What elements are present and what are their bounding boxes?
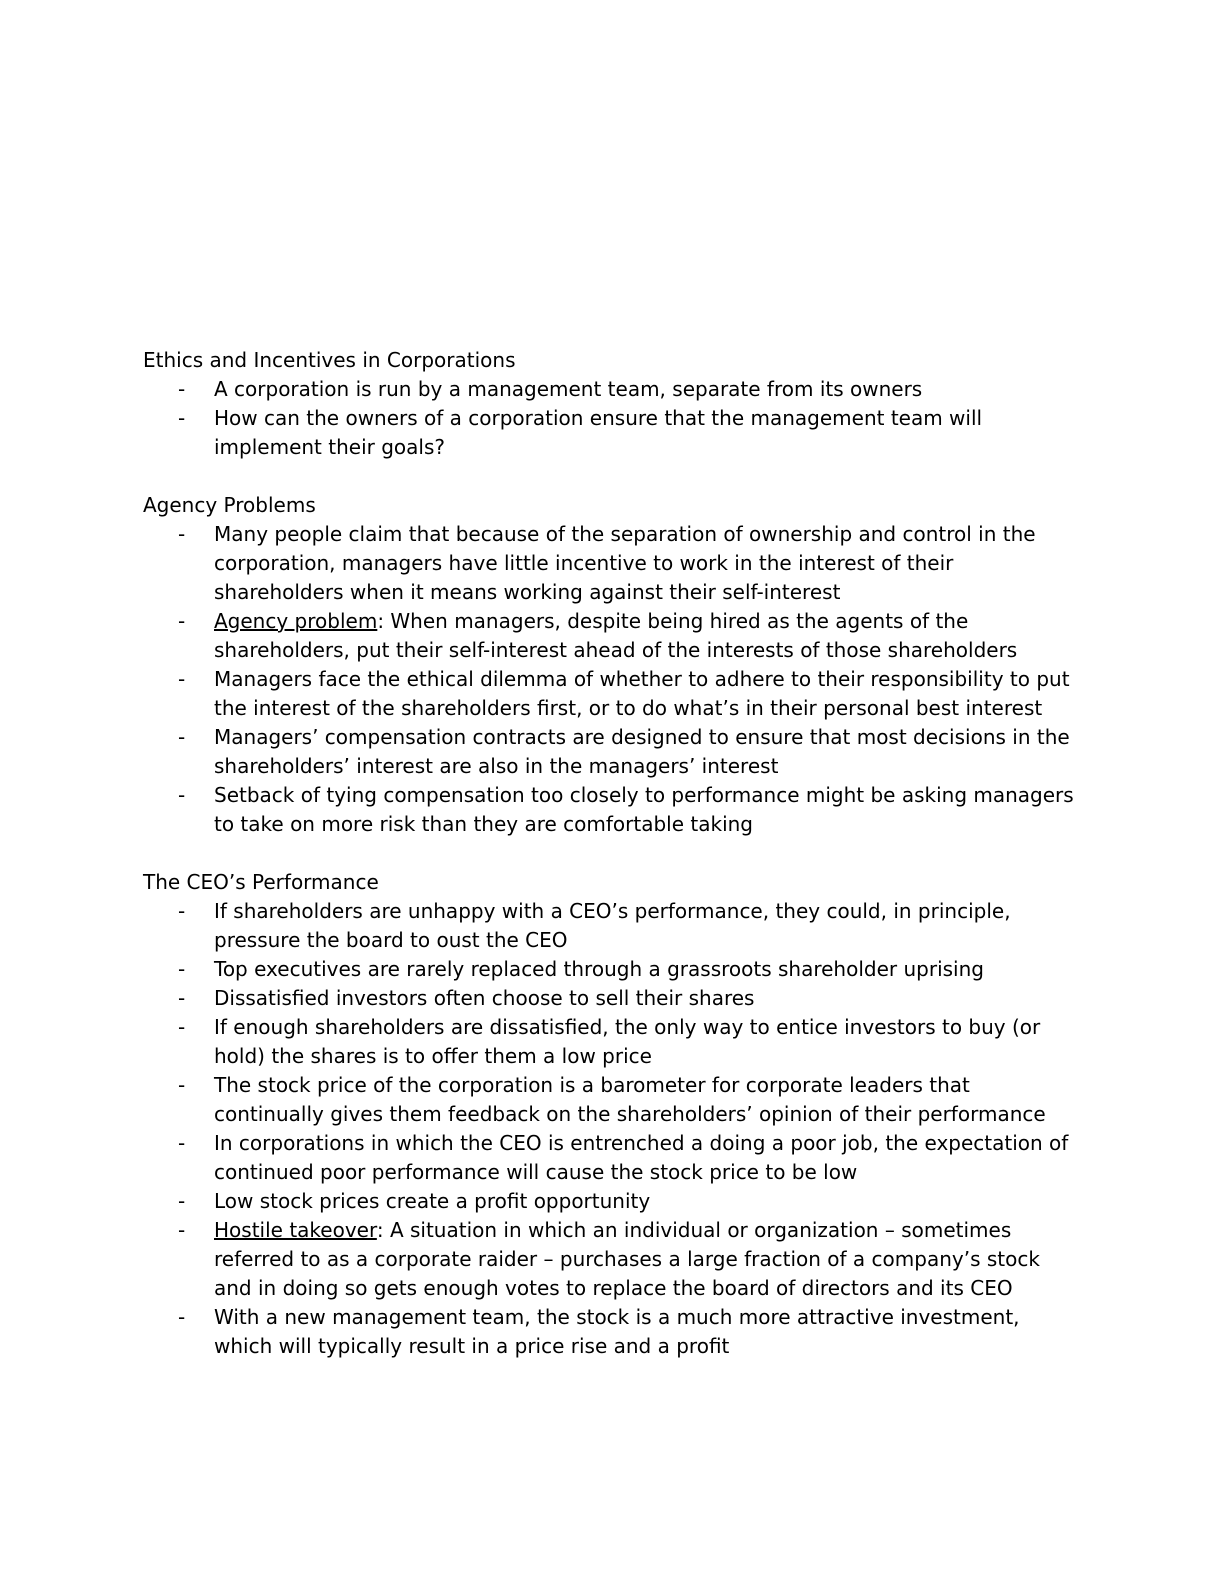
list-item [143, 520, 1083, 607]
item-text: Many people claim that because of the separation of ownership and control in the corporation, managers have little incentive to work in the interest of their shareholders when it means working against their self-interest [214, 522, 1036, 604]
document-body [143, 346, 1083, 1390]
item-text: If shareholders are unhappy with a CEO’s performance, they could, in principle, pressure the board to oust the CEO [214, 899, 1011, 952]
item-text: Managers face the ethical dilemma of whether to adhere to their responsibility to put the interest of the shareholders first, or to do what’s in their personal best interest [214, 667, 1070, 720]
dash-bullet-icon: - [178, 1218, 186, 1242]
dash-bullet-icon: - [178, 783, 186, 807]
defined-term: Agency problem [214, 609, 378, 633]
dash-bullet-icon: - [178, 1073, 186, 1097]
dash-bullet-icon: - [178, 609, 186, 633]
list-item [143, 375, 1083, 404]
section-heading: Agency Problems [143, 493, 316, 517]
dash-bullet-icon: - [178, 986, 186, 1010]
dash-bullet-icon: - [178, 1131, 186, 1155]
dash-bullet-icon: - [178, 667, 186, 691]
item-text: : A situation in which an individual or organization – sometimes referred to as a corporate raider – purchases a large fraction of a company’s stock and in doing so gets enough votes to replace the board of directors and its CEO [214, 1218, 1040, 1300]
item-text: How can the owners of a corporation ensure that the management team will implement their goals? [214, 406, 983, 459]
dash-bullet-icon: - [178, 899, 186, 923]
list-item [143, 984, 1083, 1013]
list-item [143, 1187, 1083, 1216]
item-text: Dissatisfied investors often choose to sell their shares [214, 986, 755, 1010]
section [143, 491, 1083, 839]
bullet-list [143, 520, 1083, 839]
list-item [143, 781, 1083, 839]
dash-bullet-icon: - [178, 1305, 186, 1329]
dash-bullet-icon: - [178, 522, 186, 546]
list-item [143, 1129, 1083, 1187]
dash-bullet-icon: - [178, 1015, 186, 1039]
section [143, 868, 1083, 1361]
item-text: In corporations in which the CEO is entrenched a doing a poor job, the expectation of continued poor performance will cause the stock price to be low [214, 1131, 1069, 1184]
item-text: If enough shareholders are dissatisfied, the only way to entice investors to buy (or hold) the shares is to offer them a low price [214, 1015, 1041, 1068]
list-item [143, 1216, 1083, 1303]
list-item [143, 1071, 1083, 1129]
list-item [143, 607, 1083, 665]
dash-bullet-icon: - [178, 725, 186, 749]
list-item [143, 1013, 1083, 1071]
item-text: A corporation is run by a management team, separate from its owners [214, 377, 923, 401]
list-item [143, 723, 1083, 781]
item-text: Top executives are rarely replaced through a grassroots shareholder uprising [214, 957, 984, 981]
dash-bullet-icon: - [178, 406, 186, 430]
item-text: Managers’ compensation contracts are designed to ensure that most decisions in the shareholders’ interest are also in the managers’ interest [214, 725, 1070, 778]
bullet-list [143, 897, 1083, 1361]
bullet-list [143, 375, 1083, 462]
item-text: Setback of tying compensation too closely to performance might be asking managers to take on more risk than they are comfortable taking [214, 783, 1074, 836]
section [143, 346, 1083, 462]
item-text: With a new management team, the stock is a much more attractive investment, which will typically result in a price rise and a profit [214, 1305, 1020, 1358]
item-text: Low stock prices create a profit opportunity [214, 1189, 651, 1213]
item-text: The stock price of the corporation is a barometer for corporate leaders that continually gives them feedback on the shareholders’ opinion of their performance [214, 1073, 1046, 1126]
list-item [143, 404, 1083, 462]
list-item [143, 665, 1083, 723]
dash-bullet-icon: - [178, 1189, 186, 1213]
item-text: : When managers, despite being hired as the agents of the shareholders, put their self-interest ahead of the interests of those shareholders [214, 609, 1018, 662]
section-heading: Ethics and Incentives in Corporations [143, 348, 516, 372]
defined-term: Hostile takeover [214, 1218, 377, 1242]
list-item [143, 955, 1083, 984]
dash-bullet-icon: - [178, 957, 186, 981]
list-item [143, 897, 1083, 955]
section-heading: The CEO’s Performance [143, 870, 379, 894]
list-item [143, 1303, 1083, 1361]
dash-bullet-icon: - [178, 377, 186, 401]
